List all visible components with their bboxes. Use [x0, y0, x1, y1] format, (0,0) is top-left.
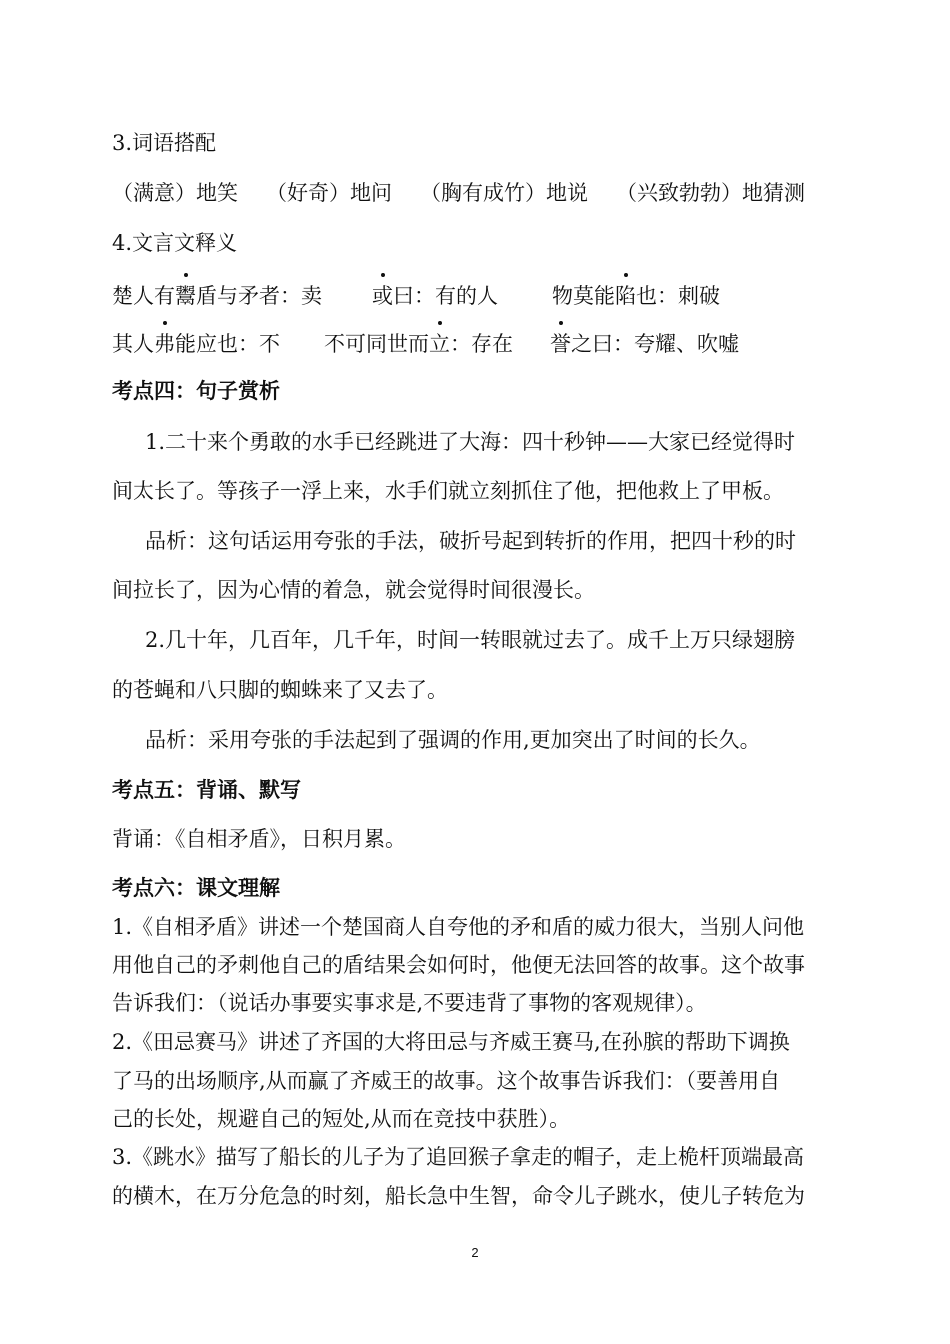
understanding-line: 的横木，在万分危急的时刻，船长急中生智，命令儿子跳水，使儿子转危为: [112, 1184, 805, 1208]
understanding-line: 2.《田忌赛马》讲述了齐国的大将田忌与齐威王赛马,在孙膑的帮助下调换: [112, 1030, 790, 1054]
kaodian-4-title: 考点四：句子赏析: [112, 379, 280, 403]
understanding-line: 己的长处，规避自己的短处,从而在竞技中获胜）。: [112, 1107, 571, 1131]
emphasis-dot-char: 立: [429, 329, 450, 359]
kaodian-5-title: 考点五：背诵、默写: [112, 778, 301, 802]
gloss-item: 誉之曰：夸耀、吹嘘: [550, 329, 739, 359]
gloss-item: 物莫能陷也：刺破: [552, 281, 720, 311]
collocation-item: （好奇）地问: [266, 181, 392, 205]
emphasis-dot-char: 弗: [154, 329, 175, 359]
emphasis-dot-char: 鬻: [175, 281, 196, 311]
emphasis-dot-char: 誉: [550, 329, 571, 359]
page-number: 2: [471, 1245, 479, 1260]
gloss-item: 其人弗能应也：不: [112, 329, 324, 359]
emphasis-dot-char: 或: [372, 281, 393, 311]
classical-gloss-row-1: [112, 281, 720, 311]
section-3-heading: 3.词语搭配: [112, 131, 217, 155]
gloss-item: 或曰：有的人: [372, 281, 552, 311]
word-collocation-row: [112, 178, 805, 208]
collocation-item: （满意）地笑: [112, 181, 238, 205]
recitation-text: 背诵：《自相矛盾》，日积月累。: [112, 827, 406, 851]
emphasis-dot-char: 陷: [615, 281, 636, 311]
collocation-item: （兴致勃勃）地猜测: [616, 181, 805, 205]
sentence-2-line-1: 2.几十年，几百年，几千年，时间一转眼就过去了。成千上万只绿翅膀: [145, 628, 796, 652]
classical-gloss-row-2: [112, 329, 739, 359]
understanding-line: 了马的出场顺序,从而赢了齐威王的故事。这个故事告诉我们：（要善用自: [112, 1069, 781, 1093]
gloss-item: 楚人有鬻盾与矛者：卖: [112, 281, 372, 311]
analysis-1-line-2: 间拉长了，因为心情的着急，就会觉得时间很漫长。: [112, 578, 595, 602]
sentence-1-line-2: 间太长了。等孩子一浮上来，水手们就立刻抓住了他，把他救上了甲板。: [112, 479, 784, 503]
kaodian-6-title: 考点六：课文理解: [112, 876, 280, 900]
understanding-line: 告诉我们：（说话办事要实事求是,不要违背了事物的客观规律）。: [112, 991, 707, 1015]
section-4-heading: 4.文言文释义: [112, 231, 238, 255]
understanding-line: 用他自己的矛刺他自己的盾结果会如何时，他便无法回答的故事。这个故事: [112, 953, 805, 977]
analysis-1-line-1: 品析：这句话运用夸张的手法，破折号起到转折的作用，把四十秒的时: [145, 529, 796, 553]
analysis-2: 品析：采用夸张的手法起到了强调的作用,更加突出了时间的长久。: [145, 728, 761, 752]
understanding-line: 3.《跳水》描写了船长的儿子为了追回猴子拿走的帽子，走上桅杆顶端最高: [112, 1145, 805, 1169]
understanding-line: 1.《自相矛盾》讲述一个楚国商人自夸他的矛和盾的威力很大，当别人问他: [112, 915, 805, 939]
sentence-2-line-2: 的苍蝇和八只脚的蜘蛛来了又去了。: [112, 678, 448, 702]
sentence-1-line-1: 1.二十来个勇敢的水手已经跳进了大海：四十秒钟——大家已经觉得时: [145, 430, 796, 454]
gloss-item: 不可同世而立：存在: [324, 329, 550, 359]
collocation-item: （胸有成竹）地说: [420, 181, 588, 205]
